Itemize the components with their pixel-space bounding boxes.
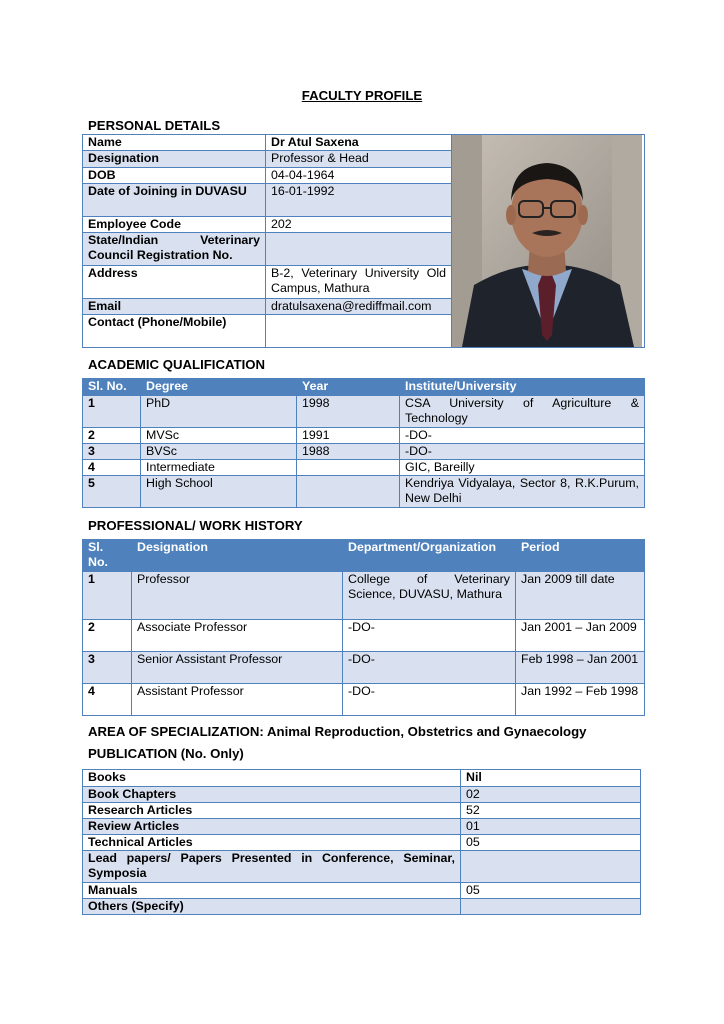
table-row-cell xyxy=(297,476,400,508)
table-row-cell: Kendriya Vidyalaya, Sector 8, R.K.Purum, New Delhi xyxy=(400,476,645,508)
publication-value: 52 xyxy=(461,803,641,819)
table-row-cell: Feb 1998 – Jan 2001 xyxy=(516,652,645,684)
publication-label: Research Articles xyxy=(83,803,461,819)
table-row-cell: CSA University of Agriculture & Technology xyxy=(400,396,645,428)
personal-value-joining: 16-01-1992 xyxy=(266,184,452,217)
personal-details-heading: PERSONAL DETAILS xyxy=(88,118,221,133)
table-row-cell: 3 xyxy=(83,444,141,460)
table-row-cell: 2 xyxy=(83,620,132,652)
publication-label: Review Articles xyxy=(83,819,461,835)
personal-value-name: Dr Atul Saxena xyxy=(266,135,452,151)
academic-table xyxy=(82,378,645,508)
personal-label-name: Name xyxy=(83,135,266,151)
personal-value-email: dratulsaxena@rediffmail.com xyxy=(266,298,452,314)
publication-value: 01 xyxy=(461,819,641,835)
table-row-cell: 1991 xyxy=(297,428,400,444)
personal-label-registration: State/Indian Veterinary Council Registration No. xyxy=(83,233,266,266)
table-row-cell: GIC, Bareilly xyxy=(400,460,645,476)
publication-heading: PUBLICATION (No. Only) xyxy=(88,746,244,761)
table-row-cell: 1998 xyxy=(297,396,400,428)
publication-label: Others (Specify) xyxy=(83,899,461,915)
table-row-cell: College of Veterinary Science, DUVASU, Mathura xyxy=(343,572,516,620)
table-row-cell: 1988 xyxy=(297,444,400,460)
personal-value-registration xyxy=(266,233,452,266)
table-row-cell: -DO- xyxy=(343,620,516,652)
publication-label: Manuals xyxy=(83,883,461,899)
table-row-cell: Jan 1992 – Feb 1998 xyxy=(516,684,645,716)
table-row-cell: High School xyxy=(141,476,297,508)
personal-label-address: Address xyxy=(83,266,266,299)
table-row-cell: Intermediate xyxy=(141,460,297,476)
table-row-cell: 2 xyxy=(83,428,141,444)
profile-photo xyxy=(452,135,645,348)
personal-value-employee-code: 202 xyxy=(266,216,452,232)
table-row-cell: 1 xyxy=(83,572,132,620)
academic-col-sl: Sl. No. xyxy=(83,379,141,396)
work-col-department: Department/Organization xyxy=(343,540,516,572)
personal-label-designation: Designation xyxy=(83,151,266,167)
work-history-table xyxy=(82,539,645,716)
personal-label-employee-code: Employee Code xyxy=(83,216,266,232)
table-row-cell xyxy=(297,460,400,476)
personal-label-dob: DOB xyxy=(83,167,266,183)
table-row-cell: -DO- xyxy=(400,444,645,460)
work-col-period: Period xyxy=(516,540,645,572)
table-row-cell: Jan 2001 – Jan 2009 xyxy=(516,620,645,652)
table-row-cell: Senior Assistant Professor xyxy=(132,652,343,684)
work-col-designation: Designation xyxy=(132,540,343,572)
specialization-line: AREA OF SPECIALIZATION: Animal Reproduction, Obstetrics and Gynaecology xyxy=(88,724,587,739)
publication-label: Books xyxy=(83,770,461,787)
publication-label: Technical Articles xyxy=(83,835,461,851)
table-row-cell: 5 xyxy=(83,476,141,508)
table-row-cell: 4 xyxy=(83,684,132,716)
personal-details-table xyxy=(82,134,645,348)
publication-value: 05 xyxy=(461,835,641,851)
publication-value: 05 xyxy=(461,883,641,899)
page-title: FACULTY PROFILE xyxy=(301,88,423,103)
publication-value xyxy=(461,851,641,883)
table-row-cell: Associate Professor xyxy=(132,620,343,652)
work-col-sl: Sl. No. xyxy=(83,540,132,572)
publication-label: Book Chapters xyxy=(83,787,461,803)
personal-value-dob: 04-04-1964 xyxy=(266,167,452,183)
table-row-cell: Professor xyxy=(132,572,343,620)
publication-value: Nil xyxy=(461,770,641,787)
personal-label-contact: Contact (Phone/Mobile) xyxy=(83,315,266,348)
table-row-cell: BVSc xyxy=(141,444,297,460)
personal-value-designation: Professor & Head xyxy=(266,151,452,167)
academic-col-institute: Institute/University xyxy=(400,379,645,396)
personal-label-joining: Date of Joining in DUVASU xyxy=(83,184,266,217)
table-row-cell: -DO- xyxy=(343,684,516,716)
table-row-cell: 3 xyxy=(83,652,132,684)
academic-col-year: Year xyxy=(297,379,400,396)
personal-value-contact xyxy=(266,315,452,348)
table-row-cell: Assistant Professor xyxy=(132,684,343,716)
publication-table xyxy=(82,769,641,915)
academic-heading: ACADEMIC QUALIFICATION xyxy=(88,357,266,372)
table-row-cell: MVSc xyxy=(141,428,297,444)
table-row-cell: 1 xyxy=(83,396,141,428)
publication-value: 02 xyxy=(461,787,641,803)
profile-photo-image xyxy=(452,135,642,347)
table-row-cell: Jan 2009 till date xyxy=(516,572,645,620)
work-history-heading: PROFESSIONAL/ WORK HISTORY xyxy=(88,518,303,533)
personal-label-email: Email xyxy=(83,298,266,314)
table-row-cell: -DO- xyxy=(400,428,645,444)
publication-value xyxy=(461,899,641,915)
publication-label: Lead papers/ Papers Presented in Conference, Seminar, Symposia xyxy=(83,851,461,883)
table-row-cell: PhD xyxy=(141,396,297,428)
academic-col-degree: Degree xyxy=(141,379,297,396)
table-row-cell: 4 xyxy=(83,460,141,476)
table-row-cell: -DO- xyxy=(343,652,516,684)
personal-value-address: B-2, Veterinary University Old Campus, Mathura xyxy=(266,266,452,299)
